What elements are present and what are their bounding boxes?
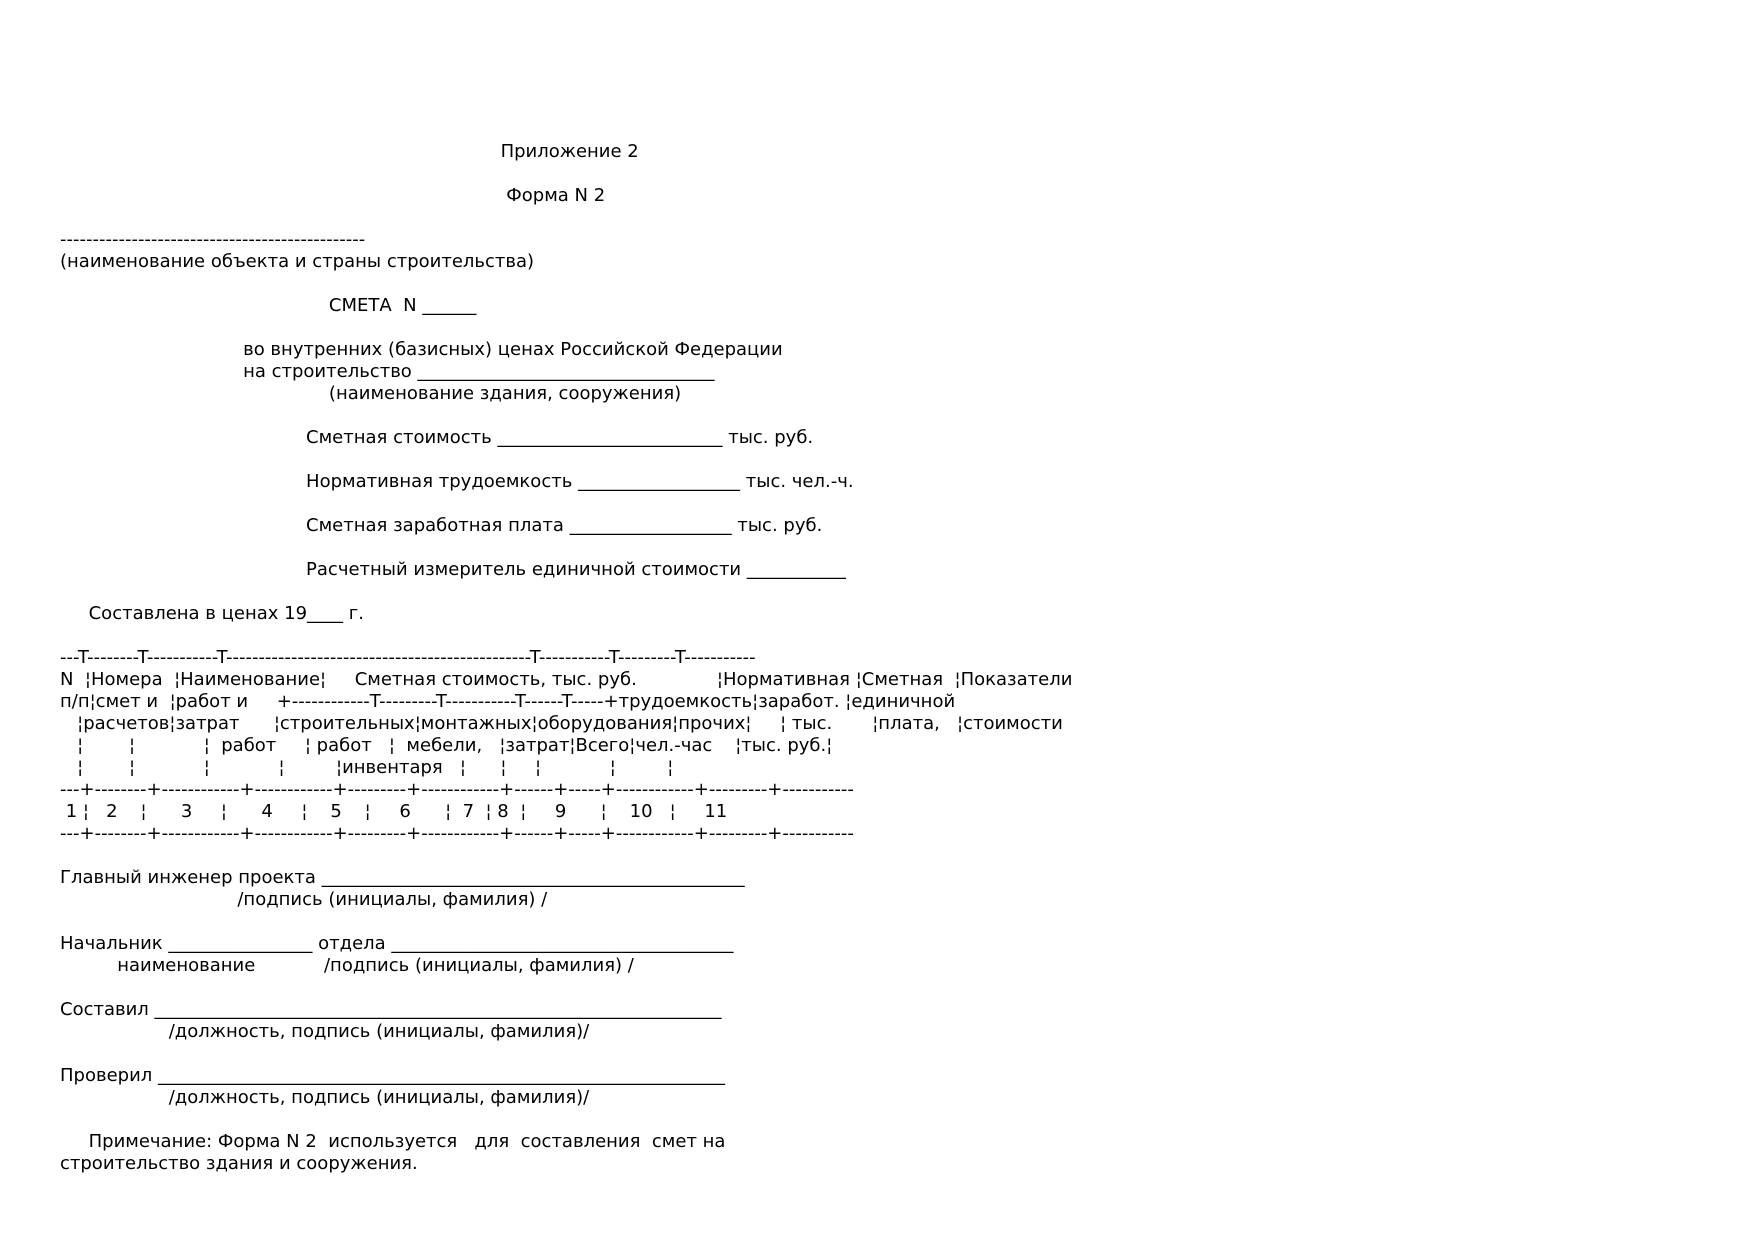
compiled-by-caption: /должность, подпись (инициалы, фамилия)/	[60, 1021, 590, 1042]
prices-year-line: Составлена в ценах 19____ г.	[60, 603, 364, 624]
table-separator: ---+--------+------------+------------+---------+------------+------+-----+------------+---------+-----------	[60, 779, 854, 800]
chief-engineer-signature-line: Главный инженер проекта _______________________________________________	[60, 867, 745, 888]
wages-line: Сметная заработная плата __________________ тыс. руб.	[60, 515, 823, 536]
compiled-by-line: Составил _______________________________________________________________	[60, 999, 722, 1020]
object-name-caption: (наименование объекта и страны строительства)	[60, 251, 535, 272]
blank-line	[60, 1043, 1072, 1065]
blank-line	[60, 911, 1072, 933]
table-column-numbers: 1 ¦ 2 ¦ 3 ¦ 4 ¦ 5 ¦ 6 ¦ 7 ¦ 8 ¦ 9 ¦ 10 ¦ 11	[60, 801, 728, 822]
department-head-signature-caption: наименование /подпись (инициалы, фамилия) /	[60, 955, 634, 976]
blank-line	[60, 207, 1072, 229]
blank-line	[60, 625, 1072, 647]
blank-line	[60, 581, 1072, 603]
construction-of-line: на строительство _________________________________	[60, 361, 715, 382]
price-basis-line: во внутренних (базисных) ценах Российской Федерации	[60, 339, 783, 360]
checked-by-caption: /должность, подпись (инициалы, фамилия)/	[60, 1087, 590, 1108]
note-line: Примечание: Форма N 2 используется для составления смет на	[60, 1131, 726, 1152]
form-number: Форма N 2	[60, 185, 606, 206]
table-header-row: N ¦Номера ¦Наименование¦ Сметная стоимость, тыс. руб. ¦Нормативная ¦Сметная ¦Показатели	[60, 669, 1073, 690]
appendix-label: Приложение 2	[60, 141, 639, 162]
labor-intensity-line: Нормативная трудоемкость __________________ тыс. чел.-ч.	[60, 471, 854, 492]
table-top-border: ---T--------T-----------T-----------------------------------------------T-----------T---------T-----------	[60, 647, 756, 668]
document-body	[60, 141, 1072, 1175]
blank-line	[60, 273, 1072, 295]
department-head-signature-line: Начальник ________________ отдела ______________________________________	[60, 933, 734, 954]
unit-cost-meter-line: Расчетный измеритель единичной стоимости ___________	[60, 559, 846, 580]
building-name-caption: (наименование здания, сооружения)	[60, 383, 682, 404]
table-header-row: ¦ ¦ ¦ работ ¦ работ ¦ мебели, ¦затрат¦Всего¦чел.-час ¦тыс. руб.¦	[60, 735, 833, 756]
object-name-rule: -----------------------------------------------	[60, 229, 366, 250]
blank-line	[60, 449, 1072, 471]
table-bottom-border: ---+--------+------------+------------+---------+------------+------+-----+------------+---------+-----------	[60, 823, 854, 844]
blank-line	[60, 405, 1072, 427]
blank-line	[60, 493, 1072, 515]
table-header-row: ¦ ¦ ¦ ¦ ¦инвентаря ¦ ¦ ¦ ¦ ¦	[60, 757, 674, 778]
blank-line	[60, 1109, 1072, 1131]
blank-line	[60, 845, 1072, 867]
note-line: строительство здания и сооружения.	[60, 1153, 418, 1174]
blank-line	[60, 317, 1072, 339]
checked-by-line: Проверил _______________________________________________________________	[60, 1065, 726, 1086]
chief-engineer-signature-caption: /подпись (инициалы, фамилия) /	[60, 889, 548, 910]
blank-line	[60, 537, 1072, 559]
blank-line	[60, 977, 1072, 999]
estimate-title: СМЕТА N ______	[60, 295, 477, 316]
estimated-cost-line: Сметная стоимость _________________________ тыс. руб.	[60, 427, 814, 448]
blank-line	[60, 163, 1072, 185]
table-header-row: п/п¦смет и ¦работ и +------------T---------T-----------T------T-----+трудоемкость¦заработ. ¦единичной	[60, 691, 956, 712]
table-header-row: ¦расчетов¦затрат ¦строительных¦монтажных¦оборудования¦прочих¦ ¦ тыс. ¦плата, ¦стоимости	[60, 713, 1063, 734]
